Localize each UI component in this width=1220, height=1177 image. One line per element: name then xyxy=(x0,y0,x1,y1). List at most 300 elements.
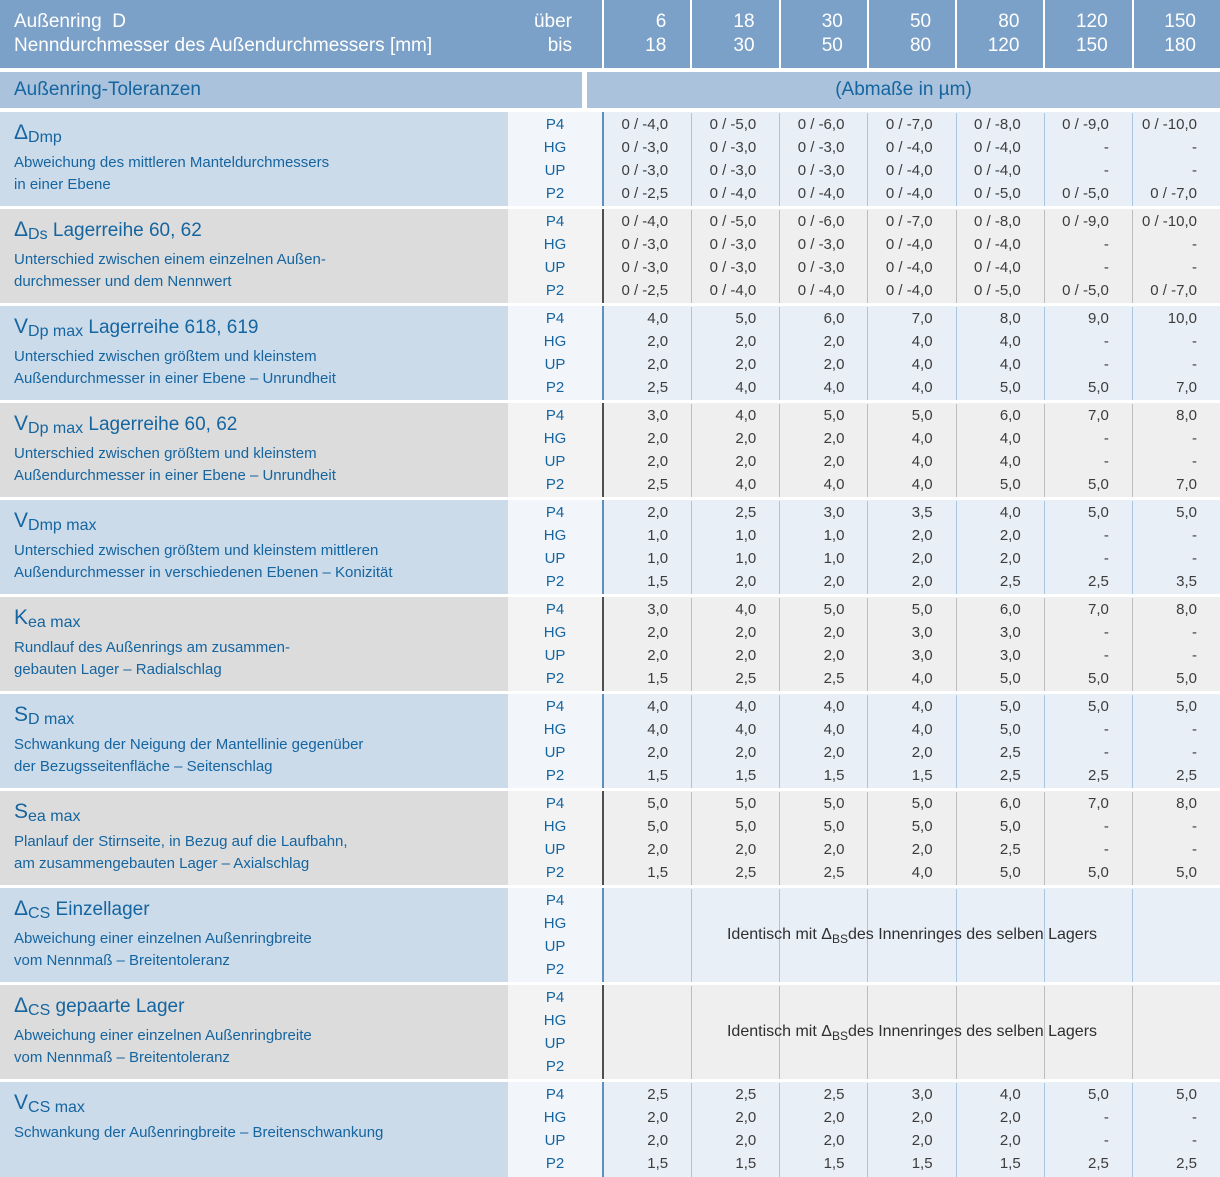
value-cell: 4,0 xyxy=(999,430,1021,447)
value-cell: 2,0 xyxy=(823,573,845,590)
values-area xyxy=(602,1082,1220,1177)
tolerance-class-label: UP xyxy=(544,647,566,664)
tolerance-class-label: P4 xyxy=(545,989,565,1006)
parameter-description-line: Unterschied zwischen größtem und kleinstem xyxy=(14,348,317,365)
range-to: 150 xyxy=(1075,35,1108,56)
value-cell: 7,0 xyxy=(1087,407,1109,424)
value-column xyxy=(691,695,779,788)
over-label: über xyxy=(533,11,572,32)
value-cell: 4,0 xyxy=(823,721,845,738)
parameter-description-line: gebauten Lager – Radialschlag xyxy=(14,660,222,678)
parameter-suffix: Einzellager xyxy=(50,899,150,920)
parameter-description-line: Außendurchmesser in einer Ebene – Unrundheit xyxy=(14,466,336,484)
parameter-cell xyxy=(0,500,508,594)
values-area xyxy=(602,694,1220,788)
value-cell: 2,0 xyxy=(823,430,845,447)
bands xyxy=(0,112,1220,1177)
value-column xyxy=(1044,792,1132,885)
value-cell: - xyxy=(1103,236,1109,253)
value-cell: - xyxy=(1103,624,1109,641)
value-cell: - xyxy=(1103,647,1109,664)
value-cell: 2,5 xyxy=(647,379,669,396)
value-cell: - xyxy=(1191,818,1197,835)
value-cell: 4,0 xyxy=(999,504,1021,521)
value-column xyxy=(956,792,1044,885)
tolerance-class-label: P2 xyxy=(545,1155,565,1172)
value-cell: 1,5 xyxy=(647,767,669,784)
value-cell: 2,5 xyxy=(735,1086,757,1103)
value-cell: 6,0 xyxy=(999,407,1021,424)
value-cell: 4,0 xyxy=(999,333,1021,350)
value-cell: 4,0 xyxy=(735,721,757,738)
value-cell: 5,0 xyxy=(999,721,1021,738)
value-column xyxy=(1044,404,1132,497)
parameter-symbol: V xyxy=(14,412,29,435)
parameter-description-line: Außendurchmesser in einer Ebene – Unrundheit xyxy=(14,369,336,387)
row-group-delta-ds-lagerreihe-60-62 xyxy=(0,209,1220,303)
value-cell: 0 / -9,0 xyxy=(1062,213,1109,230)
tolerance-class-column xyxy=(508,403,602,497)
value-cell: 2,0 xyxy=(735,356,757,373)
merged-note-subscript: BS xyxy=(831,932,848,946)
parameter-description xyxy=(14,540,508,583)
value-cell: 5,0 xyxy=(1087,476,1109,493)
parameter-cell xyxy=(0,694,508,788)
value-cell: 7,0 xyxy=(1176,476,1197,493)
parameter-title xyxy=(14,1090,508,1118)
value-cell: 0 / -4,0 xyxy=(974,259,1021,276)
value-cell: 7,0 xyxy=(1087,601,1109,618)
values-area xyxy=(602,306,1220,400)
row-group-s-d-max xyxy=(0,694,1220,788)
value-column xyxy=(1132,307,1220,400)
section-title: Außenring-Toleranzen xyxy=(0,72,582,108)
tolerance-class-label: HG xyxy=(543,818,567,835)
tolerance-class-column xyxy=(508,306,602,400)
merged-note-subscript: BS xyxy=(831,1029,848,1043)
merged-note-suffix: des Innenringes des selben Lagers xyxy=(847,926,1098,943)
parameter-description xyxy=(14,1122,508,1144)
tolerance-class-label: P2 xyxy=(545,961,565,978)
tolerance-class-label: P2 xyxy=(545,670,565,687)
parameter-description-line: Unterschied zwischen einem einzelnen Außen- xyxy=(14,251,326,268)
parameter-description-line: Schwankung der Außenringbreite – Breitenschwankung xyxy=(14,1124,384,1141)
value-cell: 2,0 xyxy=(735,841,757,858)
value-cell: 5,0 xyxy=(1087,698,1109,715)
value-column xyxy=(867,113,955,206)
value-cell: 2,0 xyxy=(735,573,757,590)
parameter-symbol: S xyxy=(14,800,29,823)
value-cell: 0 / -4,0 xyxy=(885,162,933,179)
parameter-description-line: vom Nennmaß – Breitentoleranz xyxy=(14,1048,230,1066)
parameter-subscript: CS xyxy=(28,905,51,922)
tolerance-class-label: P2 xyxy=(545,767,565,784)
value-cell: 2,0 xyxy=(911,527,933,544)
value-cell: 2,0 xyxy=(647,453,669,470)
value-cell: 0 / -5,0 xyxy=(709,116,757,133)
value-cell: 0 / -3,0 xyxy=(621,139,669,156)
tolerance-class-label: P2 xyxy=(545,573,565,590)
parameter-description-line: in einer Ebene xyxy=(14,175,111,193)
tolerance-class-label: UP xyxy=(544,1035,566,1052)
parameter-title xyxy=(14,993,508,1021)
value-cell: - xyxy=(1103,1132,1109,1149)
value-cell: - xyxy=(1191,1132,1197,1149)
value-cell: 3,0 xyxy=(911,624,933,641)
value-cell: - xyxy=(1191,162,1197,179)
value-cell: - xyxy=(1103,744,1109,761)
tolerance-class-column xyxy=(508,985,602,1079)
header-column xyxy=(955,0,1043,68)
value-cell: 5,0 xyxy=(999,864,1021,881)
value-column xyxy=(604,1083,691,1177)
value-cell: - xyxy=(1103,139,1109,156)
row-group-v-dp-max-lagerreihe-618-619 xyxy=(0,306,1220,400)
value-cell: 0 / -3,0 xyxy=(709,162,757,179)
value-cell: 0 / -7,0 xyxy=(1150,185,1197,202)
value-cell: 2,5 xyxy=(735,504,757,521)
tolerance-class-column xyxy=(508,209,602,303)
value-column xyxy=(1132,404,1220,497)
value-cell: 0 / -8,0 xyxy=(974,213,1021,230)
value-cell: 0 / -4,0 xyxy=(885,282,933,299)
tolerance-class-label: HG xyxy=(543,139,567,156)
value-cell: - xyxy=(1103,259,1109,276)
value-cell: 5,0 xyxy=(1087,1086,1109,1103)
value-cell: 5,0 xyxy=(1176,670,1197,687)
header-column xyxy=(690,0,778,68)
tolerance-class-label: UP xyxy=(544,1132,566,1149)
value-cell: 2,5 xyxy=(823,864,845,881)
parameter-symbol: Δ xyxy=(14,897,29,920)
value-cell: - xyxy=(1191,139,1197,156)
value-cell: 0 / -4,0 xyxy=(974,162,1021,179)
parameter-title xyxy=(14,120,508,148)
value-cell: 0 / -5,0 xyxy=(1062,282,1109,299)
value-cell: 6,0 xyxy=(823,310,845,327)
value-cell: - xyxy=(1103,430,1109,447)
value-cell: 5,0 xyxy=(999,379,1021,396)
value-column xyxy=(867,598,955,691)
value-cell: 2,5 xyxy=(1087,1155,1109,1172)
unit-label: (Abmaße in µm) xyxy=(587,72,1220,108)
range-to: 180 xyxy=(1164,35,1196,56)
value-cell: 5,0 xyxy=(823,407,845,424)
parameter-symbol: V xyxy=(14,1091,29,1114)
value-cell: 0 / -3,0 xyxy=(621,236,669,253)
value-cell: 2,0 xyxy=(999,1109,1021,1126)
value-column xyxy=(604,404,691,497)
value-cell: 0 / -5,0 xyxy=(974,185,1021,202)
value-cell: 0 / -7,0 xyxy=(885,213,933,230)
value-column xyxy=(779,113,867,206)
value-column xyxy=(867,1083,955,1177)
value-cell: 0 / -7,0 xyxy=(1150,282,1197,299)
tolerance-class-column xyxy=(508,500,602,594)
value-cell: 0 / -4,0 xyxy=(797,185,845,202)
value-cell: 5,0 xyxy=(999,818,1021,835)
value-cell: 0 / -4,0 xyxy=(709,282,757,299)
value-cell: 8,0 xyxy=(1176,601,1197,618)
value-cell: - xyxy=(1103,841,1109,858)
value-cell: 4,0 xyxy=(823,476,845,493)
row-group-v-dmp-max xyxy=(0,500,1220,594)
value-cell: 5,0 xyxy=(911,407,933,424)
value-cell: 4,0 xyxy=(999,1086,1021,1103)
tolerance-class-label: P2 xyxy=(545,1058,565,1075)
value-cell: 4,0 xyxy=(911,356,933,373)
value-cell: 2,0 xyxy=(735,453,757,470)
value-cell: 4,0 xyxy=(911,670,933,687)
merged-note-prefix: Identisch mit Δ xyxy=(726,1023,832,1040)
value-cell: 4,0 xyxy=(823,379,845,396)
tolerance-class-label: P2 xyxy=(545,282,565,299)
value-cell: 3,5 xyxy=(1176,573,1197,590)
value-cell: - xyxy=(1103,356,1109,373)
value-cell: 3,5 xyxy=(911,504,933,521)
value-cell: 2,0 xyxy=(911,1109,933,1126)
parameter-description xyxy=(14,637,508,680)
tolerance-class-column xyxy=(508,112,602,206)
value-cell: 0 / -3,0 xyxy=(797,259,845,276)
value-cell: 2,0 xyxy=(647,333,669,350)
value-cell: - xyxy=(1191,550,1197,567)
value-cell: 0 / -5,0 xyxy=(1062,185,1109,202)
header-column xyxy=(867,0,955,68)
value-cell: - xyxy=(1191,624,1197,641)
values-area xyxy=(602,888,1220,982)
parameter-subscript: Dp max xyxy=(28,323,84,340)
tolerance-class-label: HG xyxy=(543,624,567,641)
row-group-delta-dmp xyxy=(0,112,1220,206)
parameter-cell xyxy=(0,791,508,885)
value-cell: 4,0 xyxy=(647,698,669,715)
tolerance-class-label: HG xyxy=(543,1012,567,1029)
value-cell: - xyxy=(1191,430,1197,447)
parameter-description xyxy=(14,928,508,971)
value-cell: 2,5 xyxy=(735,670,757,687)
value-cell: 5,0 xyxy=(999,698,1021,715)
value-cell: 3,0 xyxy=(999,647,1021,664)
parameter-description-line: am zusammengebauten Lager – Axialschlag xyxy=(14,854,310,872)
values-area xyxy=(602,403,1220,497)
value-column xyxy=(604,598,691,691)
value-cell: 2,0 xyxy=(647,356,669,373)
value-column xyxy=(1044,501,1132,594)
value-cell: 0 / -3,0 xyxy=(709,259,757,276)
value-cell: 2,0 xyxy=(647,1109,669,1126)
value-column xyxy=(1132,501,1220,594)
header-column xyxy=(779,0,867,68)
value-column xyxy=(604,210,691,303)
value-column xyxy=(867,792,955,885)
parameter-title xyxy=(14,799,508,827)
value-column xyxy=(691,404,779,497)
tolerance-class-label: HG xyxy=(543,236,567,253)
value-cell: 0 / -10,0 xyxy=(1141,213,1197,230)
value-cell: 2,0 xyxy=(911,573,933,590)
value-cell: 2,0 xyxy=(647,841,669,858)
parameter-title xyxy=(14,217,508,245)
tolerance-class-label: P4 xyxy=(545,116,565,133)
value-column xyxy=(779,501,867,594)
parameter-subscript: Dp max xyxy=(28,420,84,437)
value-cell: 2,0 xyxy=(647,1132,669,1149)
value-cell: 4,0 xyxy=(823,698,845,715)
value-cell: 1,5 xyxy=(647,864,669,881)
tolerance-class-label: P4 xyxy=(545,310,565,327)
value-column xyxy=(867,695,955,788)
value-cell: 4,0 xyxy=(911,379,933,396)
header-row xyxy=(0,0,1220,68)
tolerance-class-label: P2 xyxy=(545,476,565,493)
parameter-title xyxy=(14,896,508,924)
value-cell: - xyxy=(1103,818,1109,835)
parameter-cell xyxy=(0,888,508,982)
value-cell: 2,0 xyxy=(999,527,1021,544)
merged-note xyxy=(604,985,1220,1079)
parameter-title xyxy=(14,508,508,536)
header-column xyxy=(1043,0,1131,68)
value-cell: 5,0 xyxy=(911,795,933,812)
tolerance-class-column xyxy=(508,1082,602,1177)
value-cell: - xyxy=(1191,527,1197,544)
value-column xyxy=(691,598,779,691)
value-cell: 9,0 xyxy=(1087,310,1109,327)
value-cell: 0 / -3,0 xyxy=(797,139,845,156)
value-cell: 8,0 xyxy=(1176,407,1197,424)
value-cell: 1,5 xyxy=(823,767,845,784)
value-cell: 7,0 xyxy=(911,310,933,327)
parameter-description-line: durchmesser und dem Nennwert xyxy=(14,272,232,290)
tolerance-class-label: UP xyxy=(544,841,566,858)
value-cell: 7,0 xyxy=(1087,795,1109,812)
value-cell: 2,5 xyxy=(999,767,1021,784)
value-cell: - xyxy=(1191,453,1197,470)
value-cell: 2,0 xyxy=(823,624,845,641)
tolerance-class-column xyxy=(508,597,602,691)
value-cell: - xyxy=(1103,1109,1109,1126)
value-cell: 2,0 xyxy=(823,647,845,664)
tolerance-class-label: P2 xyxy=(545,185,565,202)
value-cell: 1,5 xyxy=(911,767,933,784)
value-column xyxy=(604,113,691,206)
value-column xyxy=(1044,210,1132,303)
value-cell: 10,0 xyxy=(1167,310,1197,327)
value-column xyxy=(779,792,867,885)
header-title-line2: Nenndurchmesser des Außendurchmessers [mm] xyxy=(14,35,433,56)
value-column xyxy=(691,792,779,885)
value-cell: 0 / -4,0 xyxy=(974,236,1021,253)
value-column xyxy=(867,501,955,594)
value-cell: 0 / -4,0 xyxy=(709,185,757,202)
value-cell: 2,5 xyxy=(735,864,757,881)
parameter-title xyxy=(14,702,508,730)
parameter-title xyxy=(14,314,508,342)
value-cell: - xyxy=(1191,841,1197,858)
value-cell: 2,0 xyxy=(735,647,757,664)
value-cell: 5,0 xyxy=(1087,504,1109,521)
value-cell: 1,5 xyxy=(823,1155,845,1172)
value-cell: 6,0 xyxy=(999,601,1021,618)
value-column xyxy=(691,307,779,400)
value-cell: 2,0 xyxy=(823,356,845,373)
parameter-subscript: ea max xyxy=(28,808,81,825)
parameter-subscript: CS xyxy=(28,1002,51,1019)
value-column xyxy=(604,792,691,885)
tolerance-class-label: P4 xyxy=(545,698,565,715)
value-cell: 2,5 xyxy=(999,573,1021,590)
value-cell: 3,0 xyxy=(647,407,669,424)
value-cell: 0 / -2,5 xyxy=(621,185,669,202)
value-cell: 2,0 xyxy=(911,550,933,567)
value-cell: - xyxy=(1103,721,1109,738)
values-area xyxy=(602,791,1220,885)
range-over: 18 xyxy=(733,11,755,32)
value-column xyxy=(779,695,867,788)
value-cell: 5,0 xyxy=(1176,698,1197,715)
value-column xyxy=(956,1083,1044,1177)
range-to: 50 xyxy=(821,35,843,56)
value-cell: 4,0 xyxy=(735,407,757,424)
value-cell: 1,0 xyxy=(823,550,845,567)
value-column xyxy=(1132,695,1220,788)
parameter-description xyxy=(14,734,508,777)
value-cell: 4,0 xyxy=(911,721,933,738)
value-cell: 2,5 xyxy=(999,744,1021,761)
tolerance-class-label: P2 xyxy=(545,379,565,396)
value-cell: 2,5 xyxy=(999,841,1021,858)
tolerance-class-label: UP xyxy=(544,550,566,567)
tolerance-class-label: UP xyxy=(544,162,566,179)
parameter-symbol: K xyxy=(14,606,29,629)
value-column xyxy=(1132,1083,1220,1177)
value-cell: 1,5 xyxy=(647,1155,669,1172)
value-cell: 5,0 xyxy=(1176,1086,1197,1103)
value-column xyxy=(779,404,867,497)
value-cell: 6,0 xyxy=(999,795,1021,812)
value-cell: 4,0 xyxy=(735,476,757,493)
value-cell: 4,0 xyxy=(911,430,933,447)
value-column xyxy=(867,404,955,497)
header-column xyxy=(1132,0,1220,68)
value-cell: 7,0 xyxy=(1176,379,1197,396)
range-to: 80 xyxy=(909,35,932,56)
value-column xyxy=(956,307,1044,400)
parameter-description-line: Rundlauf des Außenrings am zusammen- xyxy=(14,639,290,656)
parameter-cell xyxy=(0,403,508,497)
value-cell: 4,0 xyxy=(999,453,1021,470)
value-cell: 2,0 xyxy=(823,1132,845,1149)
value-cell: 0 / -4,0 xyxy=(621,213,669,230)
value-column xyxy=(1132,210,1220,303)
parameter-cell xyxy=(0,209,508,303)
value-cell: 1,5 xyxy=(647,670,669,687)
tolerance-class-label: P4 xyxy=(545,1086,565,1103)
value-cell: 4,0 xyxy=(911,453,933,470)
parameter-subscript: D max xyxy=(28,711,75,728)
value-column xyxy=(779,307,867,400)
value-column xyxy=(956,404,1044,497)
value-cell: 4,0 xyxy=(911,698,933,715)
values-area xyxy=(602,597,1220,691)
value-cell: 5,0 xyxy=(911,818,933,835)
value-cell: 3,0 xyxy=(999,624,1021,641)
value-cell: - xyxy=(1191,1109,1197,1126)
parameter-cell xyxy=(0,597,508,691)
value-cell: 1,0 xyxy=(647,527,669,544)
value-column xyxy=(691,501,779,594)
